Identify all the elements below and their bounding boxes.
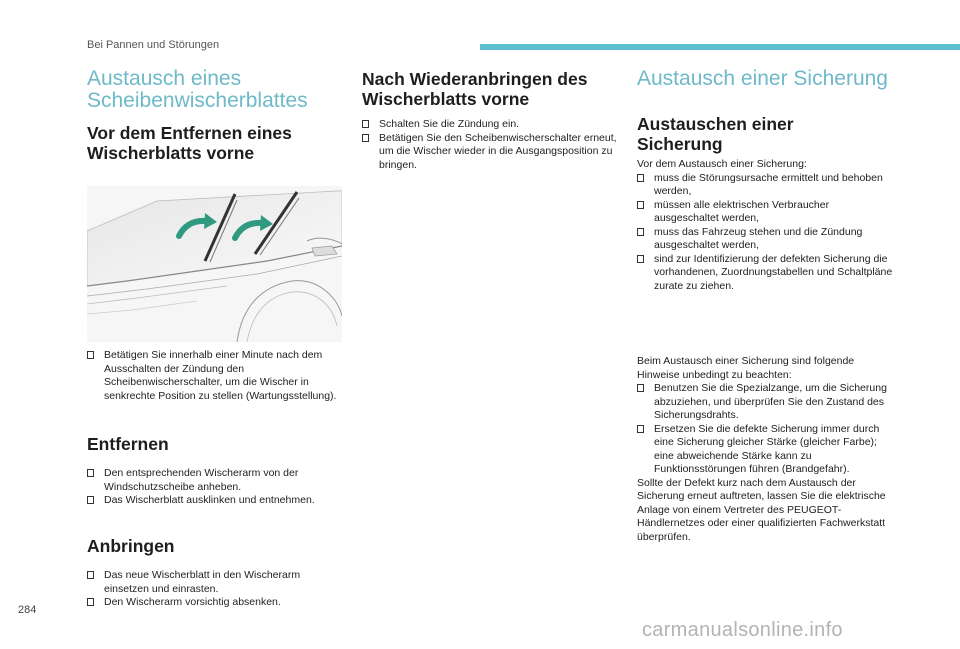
page-number: 284 [18, 604, 37, 616]
list-item: muss das Fahrzeug stehen und die Zündung ausgeschaltet werden, [637, 226, 895, 253]
closing-paragraph: Sollte der Defekt kurz nach dem Austausch der Sicherung erneut auftreten, lassen Sie die elektrische Anlage von einem Vertreter des PEUGEOT-Händlernetzes oder einer qualifizierten Fachwerkstatt überprüfen. [637, 476, 886, 543]
bullet-icon [637, 255, 644, 263]
bullet-icon [87, 571, 94, 579]
list-item: Das Wischerblatt ausklinken und entnehmen. [87, 494, 342, 508]
after-refit-steps [362, 118, 617, 172]
list-item: Den Wischerarm vorsichtig absenken. [87, 596, 342, 610]
fuse-preconditions [637, 158, 895, 293]
notes-intro: Beim Austausch einer Sicherung sind folgende Hinweise unbedingt zu beachten: [637, 355, 855, 381]
watermark: carmanualsonline.info [642, 619, 843, 641]
bullet-icon [362, 134, 369, 142]
list-item: Benutzen Sie die Spezialzange, um die Sicherung abzuziehen, und überprüfen Sie den Zustand des Sicherungsdrahts. [637, 382, 895, 423]
after-refit-heading: Nach Wiederanbringen des Wischerblatts vorne [362, 69, 588, 109]
header-accent-bar [480, 44, 960, 50]
before-removal-heading: Vor dem Entfernen eines Wischerblatts vorne [87, 123, 292, 163]
list-item: Ersetzen Sie die defekte Sicherung immer durch eine Sicherung gleicher Stärke (gleicher Farbe); eine abweichende Stärke kann zu Funktionsstörungen führen (Brandgefahr). [637, 423, 895, 477]
list-item: Schalten Sie die Zündung ein. [362, 118, 617, 132]
fuse-section-title: Austausch einer Sicherung [637, 67, 888, 90]
fuse-heading: Austauschen einer Sicherung [637, 114, 794, 154]
bullet-icon [637, 425, 644, 433]
before-removal-step: Betätigen Sie innerhalb einer Minute nach dem Ausschalten der Zündung den Scheibenwischerschalter, um die Wischer in senkrechte Position zu stellen (Wartungsstellung). [87, 349, 342, 403]
section-header: Bei Pannen und Störungen [87, 39, 220, 51]
preconditions-intro: Vor dem Austausch einer Sicherung: [637, 158, 807, 170]
bullet-icon [362, 120, 369, 128]
list-item: sind zur Identifizierung der defekten Sicherung die vorhandenen, Zuordnungstabellen und Schaltpläne zurate zu ziehen. [637, 253, 895, 294]
fuse-notes [637, 355, 895, 544]
remove-heading: Entfernen [87, 434, 169, 454]
list-item: müssen alle elektrischen Verbraucher ausgeschaltet werden, [637, 199, 895, 226]
bullet-icon [87, 598, 94, 606]
bullet-icon [637, 174, 644, 182]
list-item: Den entsprechenden Wischerarm von der Windschutzscheibe anheben. [87, 467, 342, 494]
list-item: Betätigen Sie den Scheibenwischerschalter erneut, um die Wischer wieder in die Ausgangsposition zu bringen. [362, 132, 617, 173]
bullet-icon [637, 201, 644, 209]
list-item: Das neue Wischerblatt in den Wischerarm einsetzen und einrasten. [87, 569, 342, 596]
bullet-icon [637, 384, 644, 392]
bullet-icon [637, 228, 644, 236]
bullet-icon [87, 496, 94, 504]
remove-steps [87, 467, 342, 508]
attach-steps [87, 569, 342, 610]
wiper-illustration [87, 186, 342, 342]
wiper-section-title: Austausch eines Scheibenwischerblattes [87, 67, 308, 112]
attach-heading: Anbringen [87, 536, 175, 556]
bullet-icon [87, 469, 94, 477]
bullet-icon [87, 351, 94, 359]
list-item: muss die Störungsursache ermittelt und behoben werden, [637, 172, 895, 199]
